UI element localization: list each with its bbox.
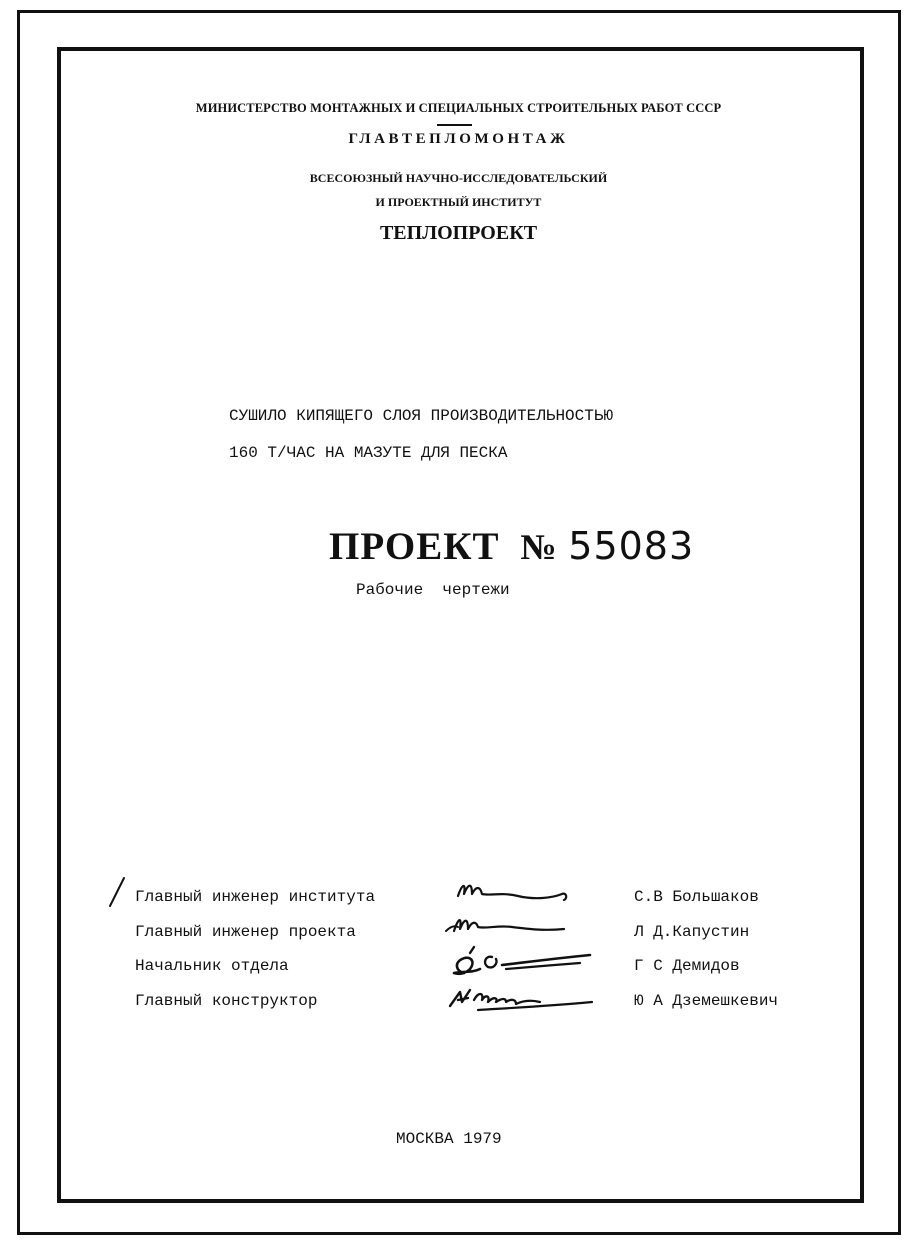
subject-line-2: 160 Т/ЧАС НА МАЗУТЕ ДЛЯ ПЕСКА [229, 444, 508, 462]
ministry-name: МИНИСТЕРСТВО МОНТАЖНЫХ И СПЕЦИАЛЬНЫХ СТРОИТЕЛЬНЫХ РАБОТ СССР [195, 101, 722, 115]
number-sign: № [520, 527, 558, 567]
project-number: 55083 [568, 524, 695, 568]
handwritten-signature [440, 978, 605, 1014]
project-subtitle: Рабочие чертежи [356, 581, 510, 599]
subject-line-1: СУШИЛО КИПЯЩЕГО СЛОЯ ПРОИЗВОДИТЕЛЬНОСТЬЮ [229, 407, 614, 425]
signatory-role: Главный инженер проекта [135, 923, 356, 941]
institute-line-2: И ПРОЕКТНЫЙ ИНСТИТУТ [375, 195, 542, 209]
handwritten-signature [440, 943, 605, 979]
handwritten-signature [440, 909, 605, 945]
signatory-name: Г С Демидов [634, 957, 740, 975]
signatory-role: Начальник отдела [135, 957, 289, 975]
project-label: ПРОЕКТ [329, 525, 500, 568]
city-year: МОСКВА 1979 [396, 1130, 502, 1148]
signatory-name: Ю А Дземешкевич [634, 992, 779, 1010]
signatory-role: Главный конструктор [135, 992, 318, 1010]
signatory-name: Л Д.Капустин [634, 923, 750, 941]
separator-line [437, 124, 472, 126]
inner-frame [57, 47, 864, 1203]
department-name: ГЛАВТЕПЛОМОНТАЖ [348, 131, 569, 147]
project-title [329, 524, 694, 569]
institute-name: ТЕПЛОПРОЕКТ [379, 222, 538, 244]
signature-row [0, 992, 917, 1022]
signatory-role: Главный инженер института [135, 888, 376, 906]
signatory-name: С.В Большаков [634, 888, 759, 906]
handwritten-signature [440, 874, 605, 910]
institute-line-1: ВСЕСОЮЗНЫЙ НАУЧНО-ИССЛЕДОВАТЕЛЬСКИЙ [309, 171, 608, 185]
